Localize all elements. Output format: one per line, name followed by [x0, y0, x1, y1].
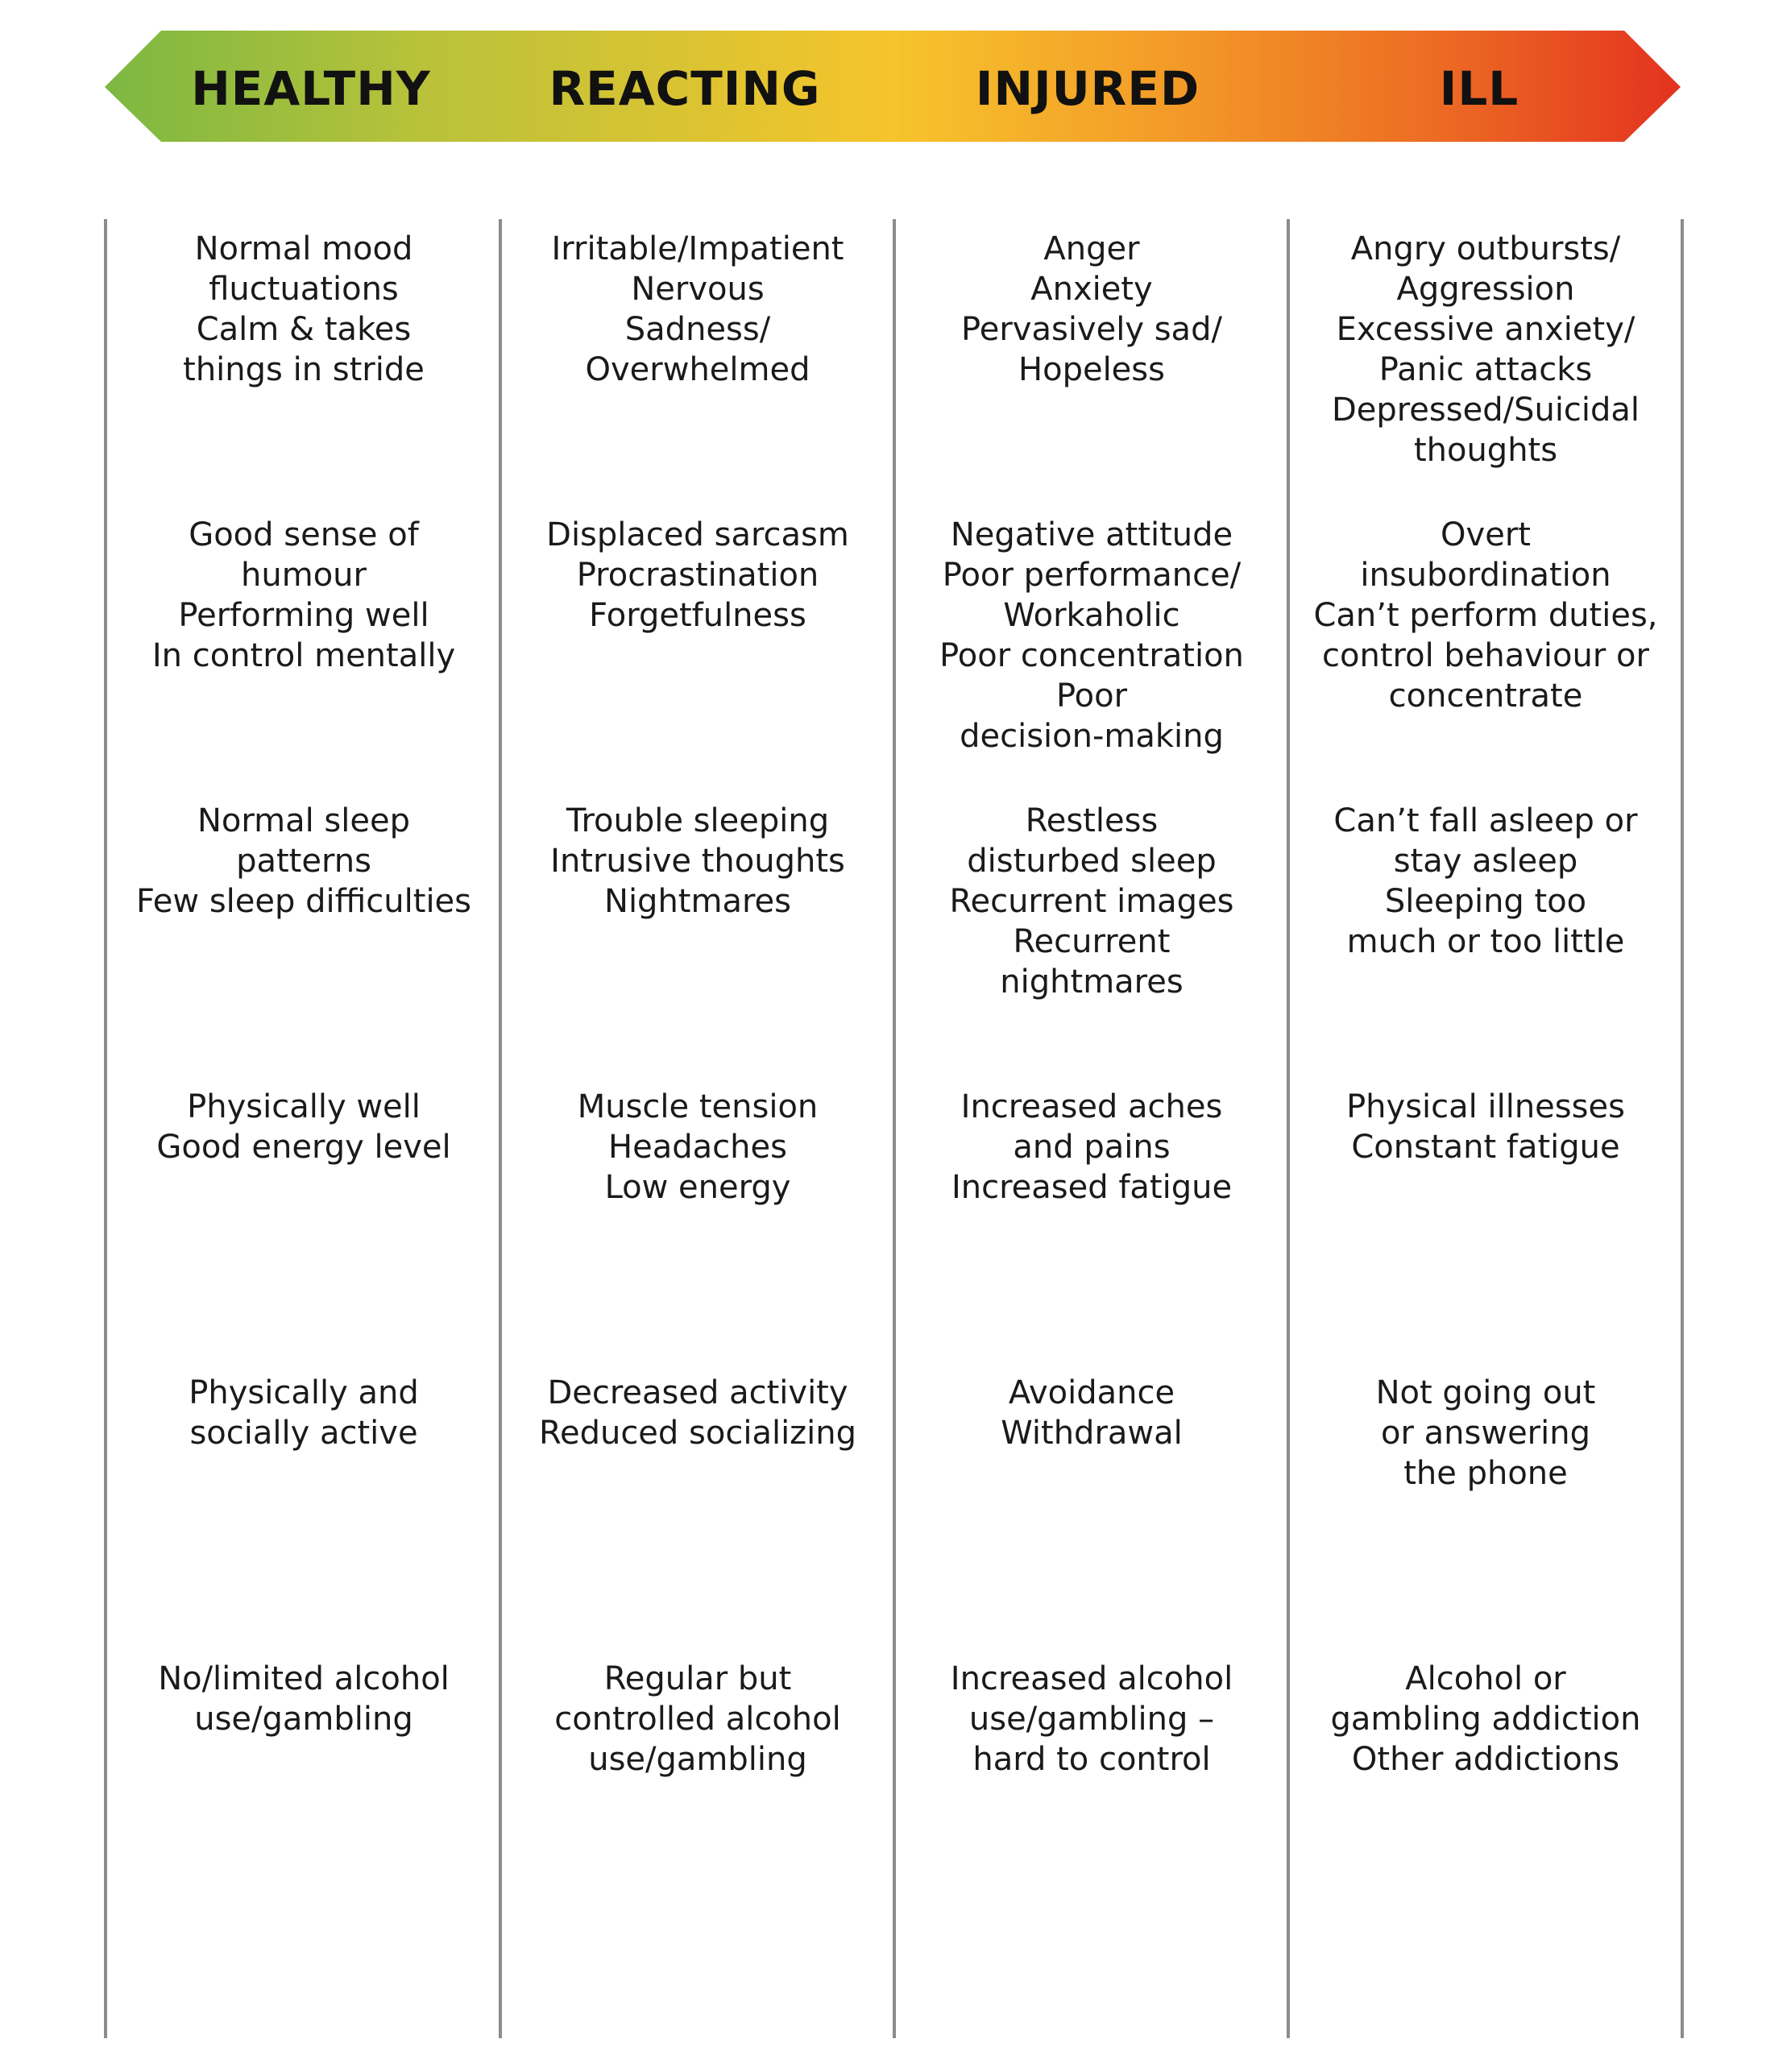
cell-reacting	[506, 801, 889, 922]
cell-text-line: Good sense of	[189, 516, 419, 553]
cell-text-line: Sadness/	[624, 311, 771, 348]
cell-reacting	[506, 515, 889, 636]
column-divider	[104, 219, 107, 2038]
cell-text-line: Physically and	[189, 1374, 419, 1411]
cell-ill	[1294, 801, 1677, 962]
cell-injured	[900, 801, 1283, 1002]
cell-text-line: and pains	[1013, 1129, 1171, 1166]
cell-text-line: Poor performance/	[942, 557, 1242, 594]
cell-text-line: socially active	[189, 1415, 418, 1452]
cell-healthy	[112, 1087, 495, 1167]
cell-text-line: Sleeping too	[1384, 883, 1587, 920]
cell-text-line: Forgetfulness	[589, 597, 806, 634]
cell-text-line: Other addictions	[1351, 1741, 1620, 1778]
cell-text-line: humour	[241, 557, 367, 594]
cell-text-line: Physical illnesses	[1346, 1088, 1625, 1125]
cell-text-line: No/limited alcohol	[158, 1660, 450, 1697]
cell-text-line: Intrusive thoughts	[550, 843, 845, 880]
cell-text-line: Can’t fall asleep or	[1333, 802, 1638, 839]
cell-text-line: Angry outbursts/	[1350, 230, 1621, 267]
cell-text-line: Normal mood	[194, 230, 413, 267]
cell-text-line: use/gambling	[194, 1701, 413, 1738]
cell-text-line: Pervasively sad/	[961, 311, 1222, 348]
cell-injured	[900, 1087, 1283, 1208]
cell-text-line: Calm & takes	[196, 311, 412, 348]
cell-text-line: controlled alcohol	[554, 1701, 841, 1738]
cell-text-line: Increased aches	[960, 1088, 1223, 1125]
cell-text-line: Physically well	[187, 1088, 421, 1125]
cell-ill	[1294, 1659, 1677, 1780]
cell-text-line: patterns	[236, 843, 371, 880]
cell-text-line: Aggression	[1396, 271, 1575, 308]
cell-text-line: Alcohol or	[1405, 1660, 1566, 1697]
stage-label-injured: INJURED	[975, 61, 1200, 116]
cell-injured	[900, 1659, 1283, 1780]
cell-text-line: Nightmares	[604, 883, 791, 920]
cell-text-line: things in stride	[183, 351, 425, 388]
cell-text-line: much or too little	[1346, 923, 1625, 960]
cell-text-line: Nervous	[631, 271, 765, 308]
cell-text-line: thoughts	[1413, 432, 1558, 469]
stage-label-ill: ILL	[1439, 61, 1519, 116]
cell-text-line: decision-making	[960, 718, 1224, 755]
cell-text-line: Workaholic	[1003, 597, 1180, 634]
cell-ill	[1294, 229, 1677, 470]
cell-text-line: Displaced sarcasm	[546, 516, 849, 553]
cell-healthy	[112, 1659, 495, 1739]
stage-label-healthy: HEALTHY	[191, 61, 431, 116]
column-divider	[893, 219, 896, 2038]
cell-text-line: Not going out	[1375, 1374, 1596, 1411]
cell-ill	[1294, 1087, 1677, 1167]
cell-text-line: Depressed/Suicidal	[1331, 392, 1640, 429]
cell-text-line: Withdrawal	[1001, 1415, 1183, 1452]
cell-text-line: Procrastination	[576, 557, 819, 594]
cell-text-line: Overt	[1441, 516, 1531, 553]
cell-text-line: Few sleep difficulties	[135, 883, 471, 920]
cell-text-line: stay asleep	[1393, 843, 1578, 880]
cell-text-line: Poor concentration	[939, 637, 1244, 674]
cell-text-line: Normal sleep	[197, 802, 410, 839]
cell-text-line: Increased fatigue	[951, 1169, 1233, 1206]
cell-text-line: Regular but	[603, 1660, 792, 1697]
cell-text-line: Hopeless	[1018, 351, 1165, 388]
cell-text-line: Poor	[1055, 678, 1128, 715]
cell-text-line: Negative attitude	[950, 516, 1233, 553]
cell-text-line: Anger	[1043, 230, 1140, 267]
cell-text-line: Avoidance	[1008, 1374, 1175, 1411]
cell-healthy	[112, 1373, 495, 1453]
cell-text-line: Muscle tension	[577, 1088, 819, 1125]
cell-text-line: Low energy	[604, 1169, 791, 1206]
cell-text-line: Excessive anxiety/	[1336, 311, 1635, 348]
cell-text-line: Reduced socializing	[538, 1415, 857, 1452]
cell-text-line: the phone	[1403, 1455, 1568, 1492]
column-divider	[1681, 219, 1684, 2038]
column-divider	[1287, 219, 1290, 2038]
cell-injured	[900, 515, 1283, 756]
cell-text-line: In control mentally	[151, 637, 456, 674]
cell-text-line: gambling addiction	[1330, 1701, 1641, 1738]
cell-text-line: Panic attacks	[1378, 351, 1593, 388]
cell-reacting	[506, 1087, 889, 1208]
cell-text-line: Overwhelmed	[585, 351, 810, 388]
cell-text-line: Good energy level	[156, 1129, 451, 1166]
cell-text-line: Recurrent images	[949, 883, 1234, 920]
cell-text-line: disturbed sleep	[967, 843, 1217, 880]
cell-healthy	[112, 229, 495, 390]
cell-text-line: use/gambling	[588, 1741, 807, 1778]
cell-text-line: Performing well	[178, 597, 429, 634]
cell-text-line: Can’t perform duties,	[1313, 597, 1658, 634]
stage-label-reacting: REACTING	[549, 61, 821, 116]
cell-text-line: hard to control	[972, 1741, 1211, 1778]
cell-text-line: control behaviour or	[1322, 637, 1649, 674]
cell-reacting	[506, 1659, 889, 1780]
cell-text-line: or answering	[1381, 1415, 1590, 1452]
cell-text-line: Anxiety	[1030, 271, 1153, 308]
cell-text-line: concentrate	[1388, 678, 1583, 715]
cell-healthy	[112, 801, 495, 922]
cell-text-line: Irritable/Impatient	[551, 230, 844, 267]
cell-injured	[900, 1373, 1283, 1453]
cell-text-line: fluctuations	[209, 271, 399, 308]
cell-ill	[1294, 515, 1677, 716]
cell-text-line: Recurrent	[1013, 923, 1171, 960]
cell-healthy	[112, 515, 495, 676]
cell-text-line: use/gambling –	[968, 1701, 1215, 1738]
column-divider	[499, 219, 502, 2038]
cell-text-line: nightmares	[1000, 963, 1184, 1001]
cell-ill	[1294, 1373, 1677, 1494]
cell-reacting	[506, 229, 889, 390]
cell-text-line: Trouble sleeping	[566, 802, 830, 839]
cell-text-line: Decreased activity	[547, 1374, 848, 1411]
cell-reacting	[506, 1373, 889, 1453]
cell-text-line: insubordination	[1360, 557, 1611, 594]
cell-injured	[900, 229, 1283, 390]
cell-text-line: Restless	[1025, 802, 1159, 839]
cell-text-line: Headaches	[608, 1129, 787, 1166]
cell-text-line: Increased alcohol	[950, 1660, 1233, 1697]
cell-text-line: Constant fatigue	[1351, 1129, 1620, 1166]
